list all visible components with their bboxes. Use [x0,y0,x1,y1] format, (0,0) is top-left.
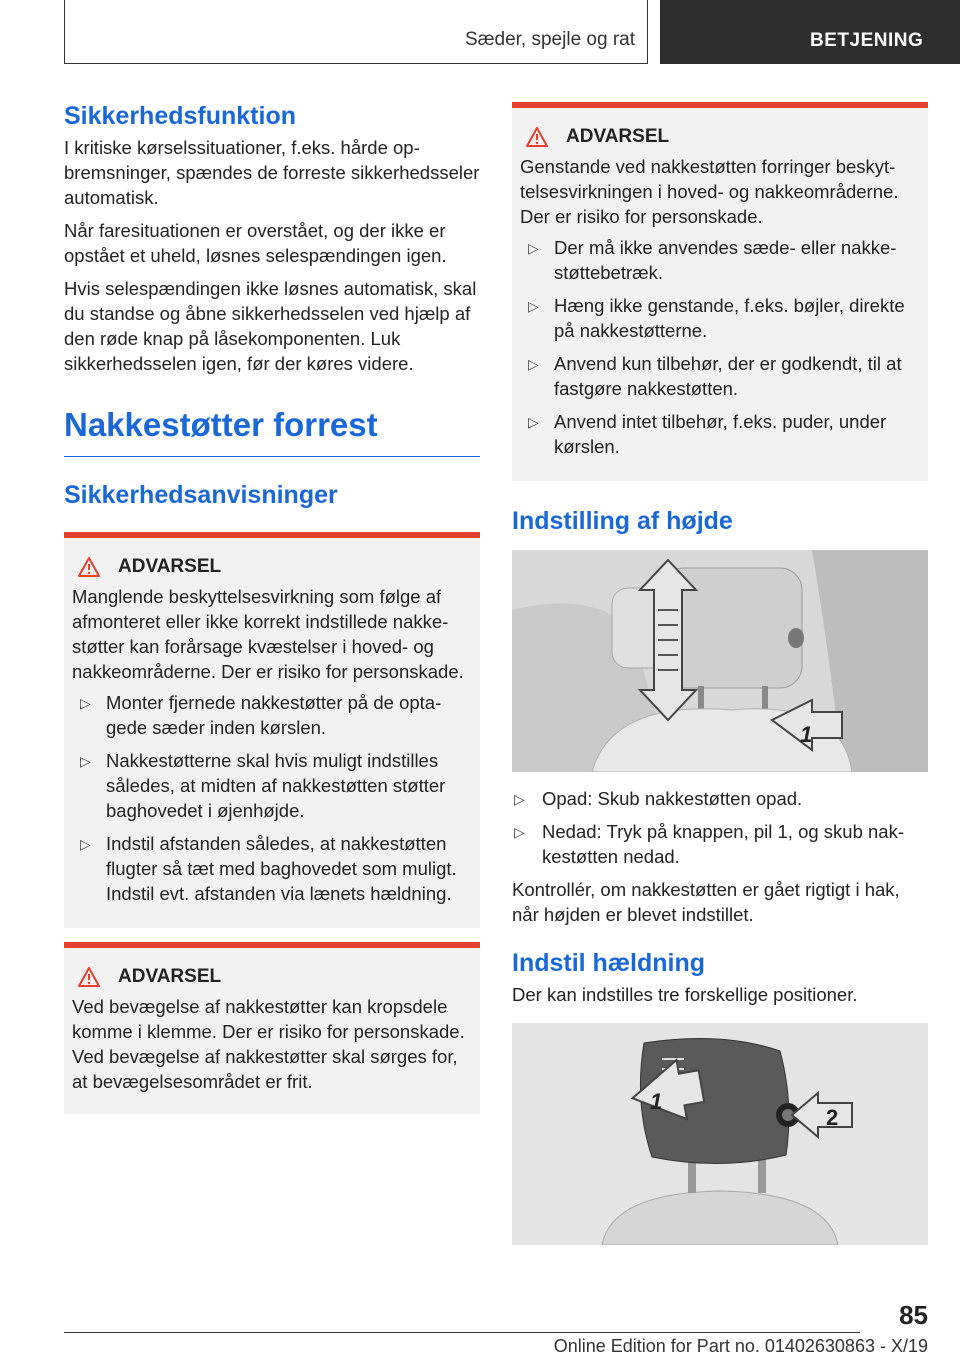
bullet-triangle-icon: ▷ [528,414,539,430]
warning-text-2: Ved bevægelse af nakkestøtter kan kropsdele komme i klemme. Der er risiko for personskade. Ved bevægelse af nakkestøtter skal sørges for, at bevægelsesområdet er frit. [72,996,465,1092]
bullet-triangle-icon: ▷ [528,298,539,314]
footer-divider [64,1332,860,1333]
list-item: ▷ Opad: Skub nakkestøtten opad. [512,786,928,811]
figure-label-1: 1 [800,722,813,747]
warning-title-2 [72,966,472,988]
tilt-adjust-para: Der kan indstilles tre forskellige positioner. [512,984,858,1005]
tilt-adjust-heading: Indstil hældning [512,949,706,977]
warning-label-2: ADVARSEL [118,966,222,987]
main-section-heading: Nakkestøtter forrest [64,406,480,457]
warning-box-1 [64,532,480,928]
left-column [64,102,480,1114]
list-item: ▷ Hæng ikke genstande, f.eks. bøjler, direkte på nakkestøtterne. [528,295,905,341]
bullet-triangle-icon: ▷ [528,356,539,372]
bullet-triangle-icon: ▷ [80,753,91,769]
bullet-triangle-icon: ▷ [80,836,91,852]
warning-list-1 [72,690,472,906]
warning-text-1: Manglende beskyttelsesvirkning som følge af afmonteret eller ikke korrekt indstillede nakkestøtter kan forårsage kvæstelser i hoved- og nakkeområderne. Der er risiko for personskade. [72,586,464,682]
headrest-tilt-figure [512,1023,928,1245]
warning-box-2 [64,942,480,1114]
warning-list-3 [520,235,920,459]
list-item: ▷ Anvend kun tilbehør, der er godkendt, til at fastgøre nakkestøtten. [528,353,902,399]
safety-function-heading: Sikkerhedsfunktion [64,102,296,130]
warning-label-3: ADVARSEL [566,126,670,147]
bullet-triangle-icon: ▷ [528,240,539,256]
headrest-height-figure [512,550,928,772]
right-column [512,102,928,1245]
warning-triangle-icon [78,557,100,577]
warning-text-3: Genstande ved nakkestøtten forringer beskyttelsesvirkningen i hoved- og nakkeområderne. Der er risiko for personskade. [520,156,899,227]
warning-title-1 [72,556,472,578]
figure-label-1: 1 [650,1089,663,1114]
figure-label-2: 2 [826,1105,839,1130]
height-adjust-para: Kontrollér, om nakkestøtten er gået rigtigt i hak, når højden er blevet indstillet. [512,879,900,925]
headrest-tilt-illustration [512,1023,928,1245]
header-chapter-tab [660,0,960,64]
safety-notes-heading: Sikkerhedsanvisninger [64,481,338,509]
height-adjust-heading: Indstilling af højde [512,507,733,535]
bullet-triangle-icon: ▷ [514,791,525,807]
header-section-tab [64,0,648,64]
list-item: ▷ Nakkestøtterne skal hvis muligt indstilles således, at midten af nakkestøtten støtter baghovedet i øjenhøjde. [80,750,446,821]
safety-function-para-3: Hvis selespændingen ikke løsnes automatisk, skal du standse og åbne sikkerhedsselen ved hjælp af den røde knap på låsekomponenten. Luk sikkerhedsselen igen, før der køres videre. [64,278,477,374]
list-item: ▷ Der må ikke anvendes sæde- eller nakkestøttebetræk. [528,237,897,283]
header-chapter-title: BETJENING [810,30,924,51]
list-item: ▷ Nedad: Tryk på knappen, pil 1, og skub nakkestøtten nedad. [514,821,905,867]
safety-function-para-1: I kritiske kørselssituationer, f.eks. hårde opbremsninger, spændes de forreste sikkerhedsseler automatisk. [64,137,480,208]
safety-function-para-2: Når faresituationen er overstået, og der ikke er opstået et uheld, løsnes selespændingen igen. [64,220,447,266]
headrest-height-illustration [512,550,928,772]
warning-triangle-icon [78,967,100,987]
warning-triangle-icon [526,127,548,147]
height-adjust-list [512,786,928,869]
list-item: ▷ Anvend intet tilbehør, f.eks. puder, under kørslen. [528,411,887,457]
warning-label-1: ADVARSEL [118,556,222,577]
footer-edition-text: Online Edition for Part no. 01402630863 - X/19 [553,1336,928,1356]
header-section-title: Sæder, spejle og rat [464,29,635,50]
list-item: ▷ Indstil afstanden således, at nakkestøtten flugter så tæt med baghovedet som muligt. Indstil evt. afstanden via lænets hældning. [80,833,457,904]
page-number: 85 [899,1300,928,1330]
warning-title-3 [520,126,920,148]
warning-box-3 [512,102,928,481]
bullet-triangle-icon: ▷ [514,824,525,840]
list-item: ▷ Monter fjernede nakkestøtter på de optagede sæder inden kørslen. [80,692,442,738]
bullet-triangle-icon: ▷ [80,695,91,711]
